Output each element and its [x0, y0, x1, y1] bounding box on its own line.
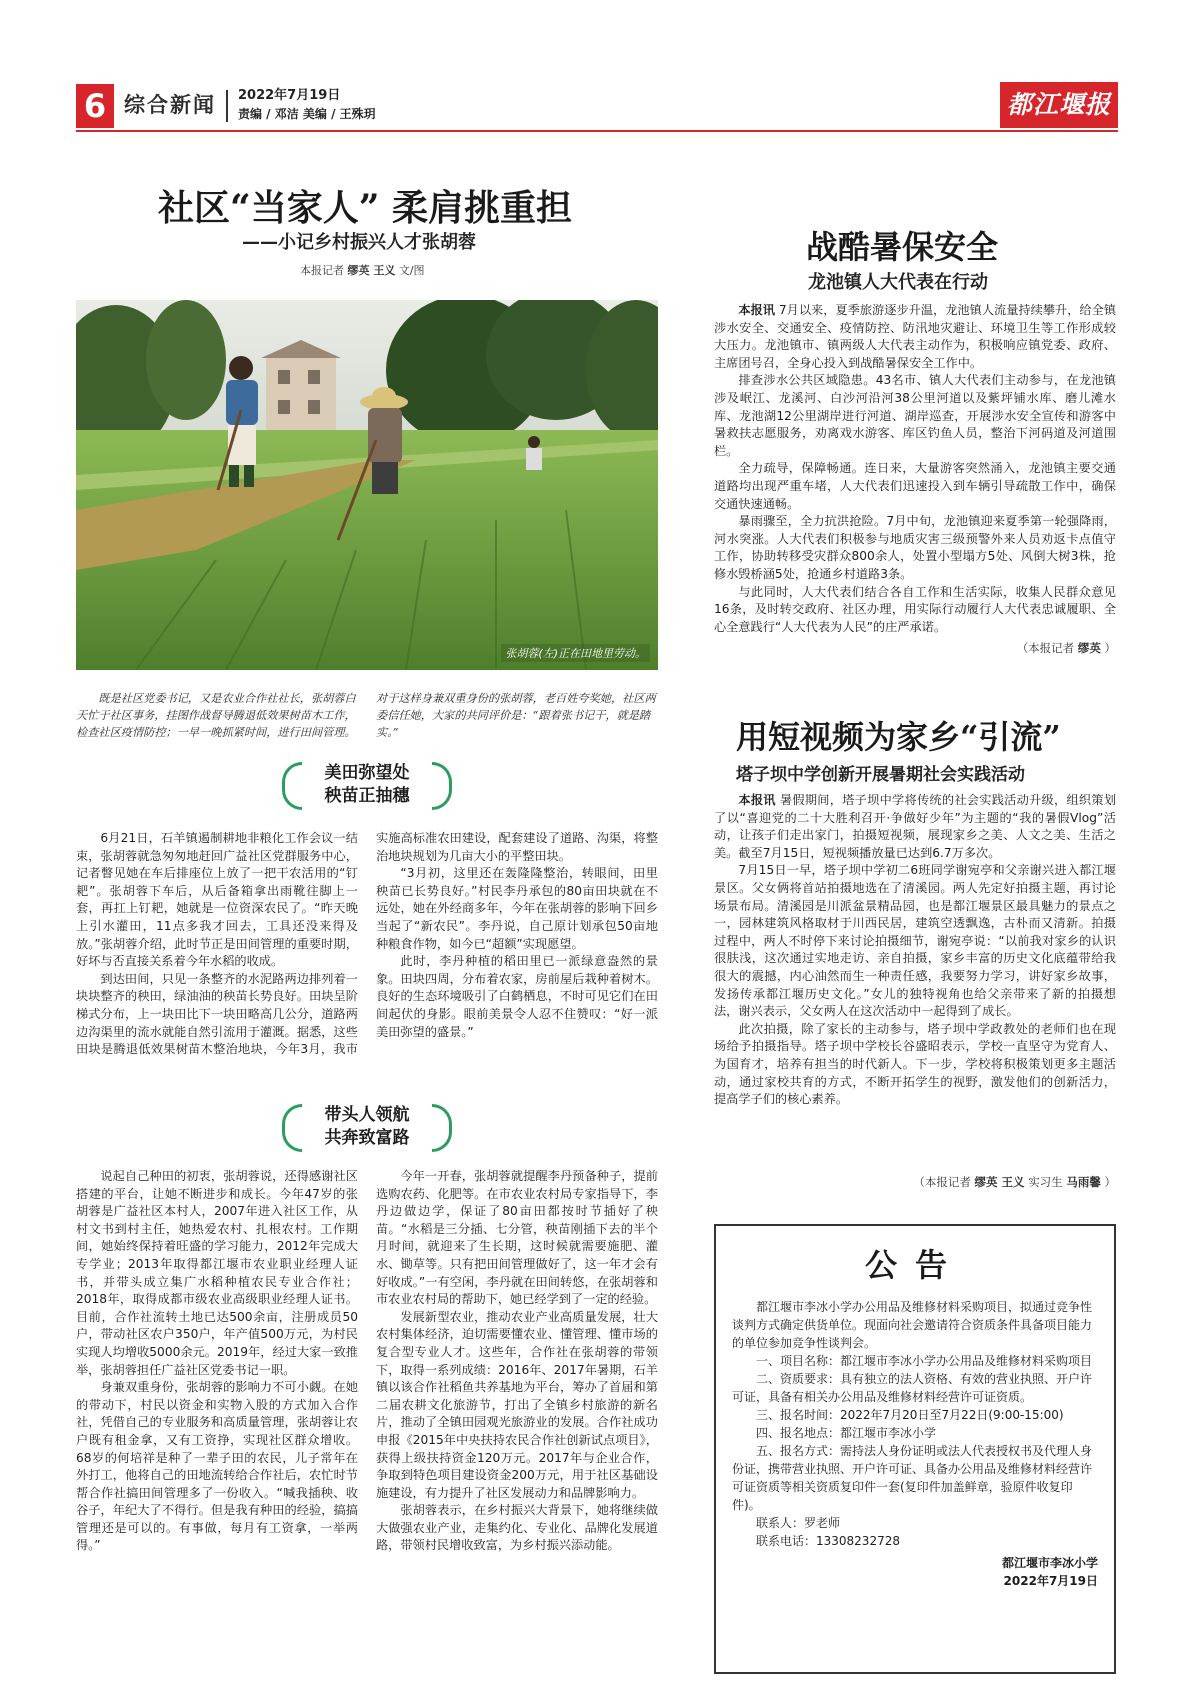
paragraph: 张胡蓉表示，在乡村振兴大背景下，她将继续做大做强农业产业，走集约化、专业化、品牌化发展道路，带领村民增收致富，为乡村振兴添动能。	[376, 1503, 658, 1553]
paragraph: 今年一开春，张胡蓉就提醒李丹预备种子，提前选购农药、化肥等。在市农业农村局专家指导下，李丹边做边学，保证了80亩田都按时节插好了秧苗。“水稻是三分插、七分管，秧苗刚插下去的半个月时间，就迎来了生长期，这时候就需要施肥、灌水、锄草等。只有把田间管理做好了，这一年才会有好收成。”一有空闲，李丹就在田间转悠，在张胡蓉和市农业农村局的帮助下，她已经学到了一定的经验。	[376, 1169, 658, 1307]
sig-names: 缪英 王义	[974, 1175, 1025, 1189]
paragraph: 与此同时，人大代表们结合各自工作和生活实际，收集人民群众意见16条，及时转交政府、社区办理，用实际行动履行人大代表忠诚履职、全心全意践行“人大代表为人民”的庄严承诺。	[714, 584, 1116, 634]
byline-names: 缪英 王义	[347, 264, 396, 277]
field-photo-illustration	[76, 300, 658, 670]
subhead-line: 秧苗正抽穗	[324, 786, 410, 806]
sig-suffix: ）	[1104, 641, 1116, 655]
section2-body	[76, 1168, 658, 1688]
notice-date: 2022年7月19日	[1003, 1574, 1098, 1588]
paragraph: 到达田间，只见一条整齐的水泥路两边排列着一块块整齐的秧田，绿油油的秧苗长势良好。田块呈阶梯式分布，上一块田比下一块田略高几公分，道路两边沟渠里的流水就能自然引流用于灌溉。据悉，这些田块是腾退低效果树苗木整治地块，今年3月，我市实施高标准农田建设，配套建设了道路、沟渠，将整治地块规划为几亩大小的平整田块。	[76, 831, 658, 1057]
summer-article-signature	[714, 640, 1116, 656]
video-article-body	[714, 792, 1116, 1172]
byline-suffix: 文/图	[398, 264, 425, 277]
main-article-byline	[300, 262, 425, 278]
lead-tag: 本报讯	[738, 793, 776, 807]
paragraph: 身兼双重身份，张胡蓉的影响力不可小觑。在她的带动下，村民以资金和实物入股的方式加入合作社，凭借自己的专业服务和高质量管理，张胡蓉让农户既有租金拿，又有工资挣，实现社区群众增收。68岁的何培祥是种了一辈子田的农民，儿子常年在外打工，他将自己的田地流转给合作社后，农忙时节帮合作社搞田间管理多了一份收入。“喊我插秧、收谷子，年纪大了不得行。但是我有种田的经验，搞搞管理还是可以的。有事做，每月有工资拿，一举两得。”	[76, 1380, 358, 1553]
subhead-line: 带头人领航	[324, 1105, 410, 1125]
video-article-title: 用短视频为家乡“引流”	[736, 718, 1061, 756]
lead-tag: 本报讯	[738, 303, 775, 317]
subhead-line: 美田弥望处	[324, 763, 410, 783]
paragraph: 此时，李丹种植的稻田里已一派绿意盎然的景象。田块四周，分布着农家，房前屋后栽种着树木。良好的生态环境吸引了白鹤栖息，不时可见它们在田间起伏的身影。眼前美景令人忍不住赞叹：“好一派美田弥望的盛景。”	[376, 954, 658, 1039]
sig-suffix: ）	[1104, 1175, 1116, 1189]
paragraph: 暴雨骤至，全力抗洪抢险。7月中旬，龙池镇迎来夏季第一轮强降雨，河水突涨。人大代表们积极参与地质灾害三级预警外来人员劝返卡点值守工作，协助转移受灾群众800余人，处置小型塌方5处、风倒大树3株，抢修水毁桥涵5处，抢通乡村道路3条。	[714, 514, 1116, 581]
notice-phone: 联系电话：13308232728	[756, 1534, 900, 1548]
subhead-line: 共奔致富路	[324, 1128, 410, 1148]
section-title: 综合新闻	[124, 93, 216, 117]
sig-prefix: （本报记者	[913, 1175, 971, 1189]
paragraph: 全力疏导，保障畅通。连日来，大量游客突然涌入，龙池镇主要交通道路均出现严重车堵，人大代表们迅速投入到车辆引导疏散工作中，确保交通快速通畅。	[714, 461, 1116, 511]
paragraph: 发展新型农业，推动农业产业高质量发展，壮大农村集体经济，迫切需要懂农业、懂管理、懂市场的复合型专业人才。这些年，合作社在张胡蓉的带领下，取得一系列成绩：2016年、2017年暑期，石羊镇以该合作社稻鱼共养基地为平台，筹办了首届和第二届农耕文化旅游节，打出了全镇乡村旅游的新名片，推动了全镇田园观光旅游业的发展。合作社成功申报《2015年中央扶持农民合作社创新试点项目》，获得上级扶持资金120万元。2017年与企业合作，争取到特色项目建设资金200万元，用于社区基础设施建设，有力提升了社区发展动力和品牌影响力。	[376, 1309, 658, 1500]
sig-intern: 马雨馨	[1066, 1175, 1101, 1189]
newspaper-logo: 都江堰报	[1000, 82, 1118, 128]
notice-signer: 都江堰市李冰小学	[1001, 1556, 1098, 1570]
subhead-text	[306, 1104, 428, 1150]
photo-caption: 张胡蓉(左)正在田地里劳动。	[501, 644, 650, 662]
paragraph	[714, 792, 1116, 862]
notice-item: 三、报名时间：2022年7月20日至7月22日(9:00-15:00)	[756, 1408, 1064, 1422]
issue-date: 2022年7月19日	[238, 88, 341, 103]
notice-body	[732, 1298, 1098, 1550]
video-article-subtitle: 塔子坝中学创新开展暑期社会实践活动	[736, 765, 1025, 785]
notice-item: 二、资质要求：具有独立的法人资格、有效的营业执照、开户许可证，具备有相关办公用品及维修材料经营许可证资质。	[732, 1372, 1093, 1404]
sig-mid: 实习生	[1028, 1175, 1063, 1189]
notice-item: 四、报名地点：都江堰市李冰小学	[756, 1426, 937, 1440]
paragraph	[714, 302, 1116, 372]
subhead-beautiful-fields	[282, 760, 452, 812]
summer-article-body	[714, 302, 1116, 662]
paragraph: “3月初，这里还在轰隆隆整治，转眼间，田里秧苗已长势良好。”村民李丹承包的80亩田块就在不远处，她在外经商多年，今年在张胡蓉的影响下回乡当起了“新农民”。李丹说，自己原计划承包50亩地种粮食作物，如今已“超额”实现愿望。	[376, 866, 658, 951]
sig-prefix: （本报记者	[1016, 641, 1075, 655]
notice-item: 一、项目名称：都江堰市李冰小学办公用品及维修材料采购项目	[756, 1354, 1093, 1368]
public-notice	[714, 1224, 1116, 1674]
summer-article-title: 战酷暑保安全	[806, 228, 999, 266]
bracket-right	[432, 762, 452, 810]
paragraph-text: 暑假期间，塔子坝中学将传统的社会实践活动升级，组织策划了以“喜迎党的二十大胜利召开·争做好少年”为主题的“我的暑假Vlog”活动，让孩子们走出家门，拍摄短视频，展现家乡之美、人文之美、生活之美。截至7月15日，短视频播放量已达到6.7万多次。	[714, 793, 1117, 860]
main-article-subtitle: ——小记乡村振兴人才张胡蓉	[242, 232, 476, 253]
bracket-right	[432, 1104, 452, 1152]
notice-contact: 联系人：罗老师	[756, 1516, 841, 1530]
section1-body	[76, 830, 658, 1120]
notice-intro: 都江堰市李冰小学办公用品及维修材料采购项目，拟通过竞争性谈判方式确定供货单位。现面向社会邀请符合资质条件具备项目能力的单位参加竞争性谈判会。	[732, 1300, 1093, 1350]
subhead-leader	[282, 1102, 452, 1154]
field-photo	[76, 300, 658, 670]
bracket-left	[282, 762, 302, 810]
byline-prefix: 本报记者	[300, 264, 344, 277]
header-divider	[226, 90, 228, 122]
sig-name: 缪英	[1077, 641, 1101, 655]
main-article-title: 社区“当家人” 柔肩挑重担	[158, 187, 572, 229]
paragraph: 说起自己种田的初衷，张胡蓉说，还得感谢社区搭建的平台，让她不断进步和成长。今年47岁的张胡蓉是广益社区本村人，2007年进入社区工作，从村文书到村主任，她热爱农村、扎根农村。工作期间，她始终保持着旺盛的学习能力，2012年完成大专学业；2013年取得都江堰市农业职业经理人证书，并带头成立集广水稻种植农民专业合作社；2018年，取得成都市级农业高级职业经理人证书。目前，合作社流转土地已达500余亩，注册成员50户，带动社区农户350户，年产值500万元，为村民实现人均增收5000余元。2019年，经过大家一致推举，张胡蓉担任广益社区党委书记一职。	[76, 1169, 358, 1377]
header-meta	[238, 87, 376, 123]
notice-item: 五、报名方式：需持法人身份证明或法人代表授权书及代理人身份证，携带营业执照、开户许可证、具备办公用品及维修材料经营许可证资质等相关资质复印件一套(复印件加盖鲜章，验原件收复印件)。	[732, 1444, 1093, 1512]
subhead-text	[306, 762, 428, 808]
paragraph: 排查涉水公共区域隐患。43名市、镇人大代表们主动参与，在龙池镇涉及岷江、龙溪河、白沙河沿河38公里河道以及紫坪铺水库、磨儿滩水库、龙池湖12公里湖岸进行河道、湖岸巡查，开展涉水安全宣传和游客中暑救扶志愿服务，劝离戏水游客、库区钓鱼人员，整治下河码道及河道围栏。	[714, 373, 1116, 458]
paragraph: 此次拍摄，除了家长的主动参与，塔子坝中学政教处的老师们也在现场给予拍摄指导。塔子坝中学校长谷盛昭表示，学校一直坚守为党育人、为国育才，培养有担当的时代新人。下一步，学校将积极策划更多主题活动，通过家校共育的方式，不断开拓学生的视野，激发他们的创新活力，提高学子们的核心素养。	[714, 1021, 1116, 1107]
header-rule	[76, 130, 1118, 132]
notice-title: 公告	[864, 1246, 965, 1284]
masthead	[76, 84, 1118, 134]
bracket-left	[282, 1104, 302, 1152]
paragraph: 6月21日，石羊镇遏制耕地非粮化工作会议一结束，张胡蓉就急匆匆地赶回广益社区党群服务中心，记者瞥见她在车后排座位上放了一把干农活用的“钉耙”。张胡蓉下车后，从后备箱拿出雨靴往脚上一套，再扛上钉耙，她就是一位资深农民了。“昨天晚上引水灌田，11点多我才回去，工具还没来得及放。”张胡蓉介绍，此时节正是田间管理的重要时期，好坏与否直接关系着今年水稻的收成。	[76, 831, 358, 969]
paragraph-text: 7月以来，夏季旅游逐步升温，龙池镇人流量持续攀升，给全镇涉水安全、交通安全、疫情防控、防汛地灾避让、环境卫生等工作形成较大压力。龙池镇市、镇两级人大代表主动作为，积极响应镇党委、政府、主席团号召，全身心投入到战酷暑保安全工作中。	[714, 303, 1117, 370]
intro-paragraph: 既是社区党委书记，又是农业合作社社长，张胡蓉白天忙于社区事务，挂图作战督导腾退低效果树苗木工作，检查社区疫情防控；一早一晚抓紧时间，进行田间管理。对于这样身兼双重身份的张胡蓉，老百姓夸奖她，社区两委信任她，大家的共同评价是：“跟着张书记干，就是踏实。”	[76, 692, 656, 739]
paragraph: 7月15日一早，塔子坝中学初二6班同学谢宛亭和父亲谢兴进入都江堰景区。父女俩将首站拍摄地选在了清溪园。两人先定好拍摄主题，再讨论场景布局。清溪园是川派盆景精品园，也是都江堰景区最具魅力的景点之一，园林建筑风格取材于川西民居，建筑空透飘逸，古朴而又清新。拍摄过程中，两人不时停下来讨论拍摄细节，谢宛亭说：“以前我对家乡的认识很肤浅，这次通过实地走访、亲自拍摄，家乡丰富的历史文化底蕴带给我很大的震撼，内心油然而生一种责任感，我要努力学习，讲好家乡故事，发扬传承都江堰历史文化。”女儿的独特视角也给父亲带来了新的拍摄想法，谢兴表示，父女两人在这次活动中一起得到了成长。	[714, 863, 1116, 1019]
notice-signature	[732, 1554, 1098, 1590]
main-article-intro	[76, 690, 658, 742]
editor-credits: 责编 / 邓洁 美编 / 王殊玥	[238, 107, 376, 121]
page-number: 6	[76, 84, 114, 128]
video-article-signature	[714, 1174, 1116, 1190]
summer-article-subtitle: 龙池镇人大代表在行动	[808, 272, 988, 293]
